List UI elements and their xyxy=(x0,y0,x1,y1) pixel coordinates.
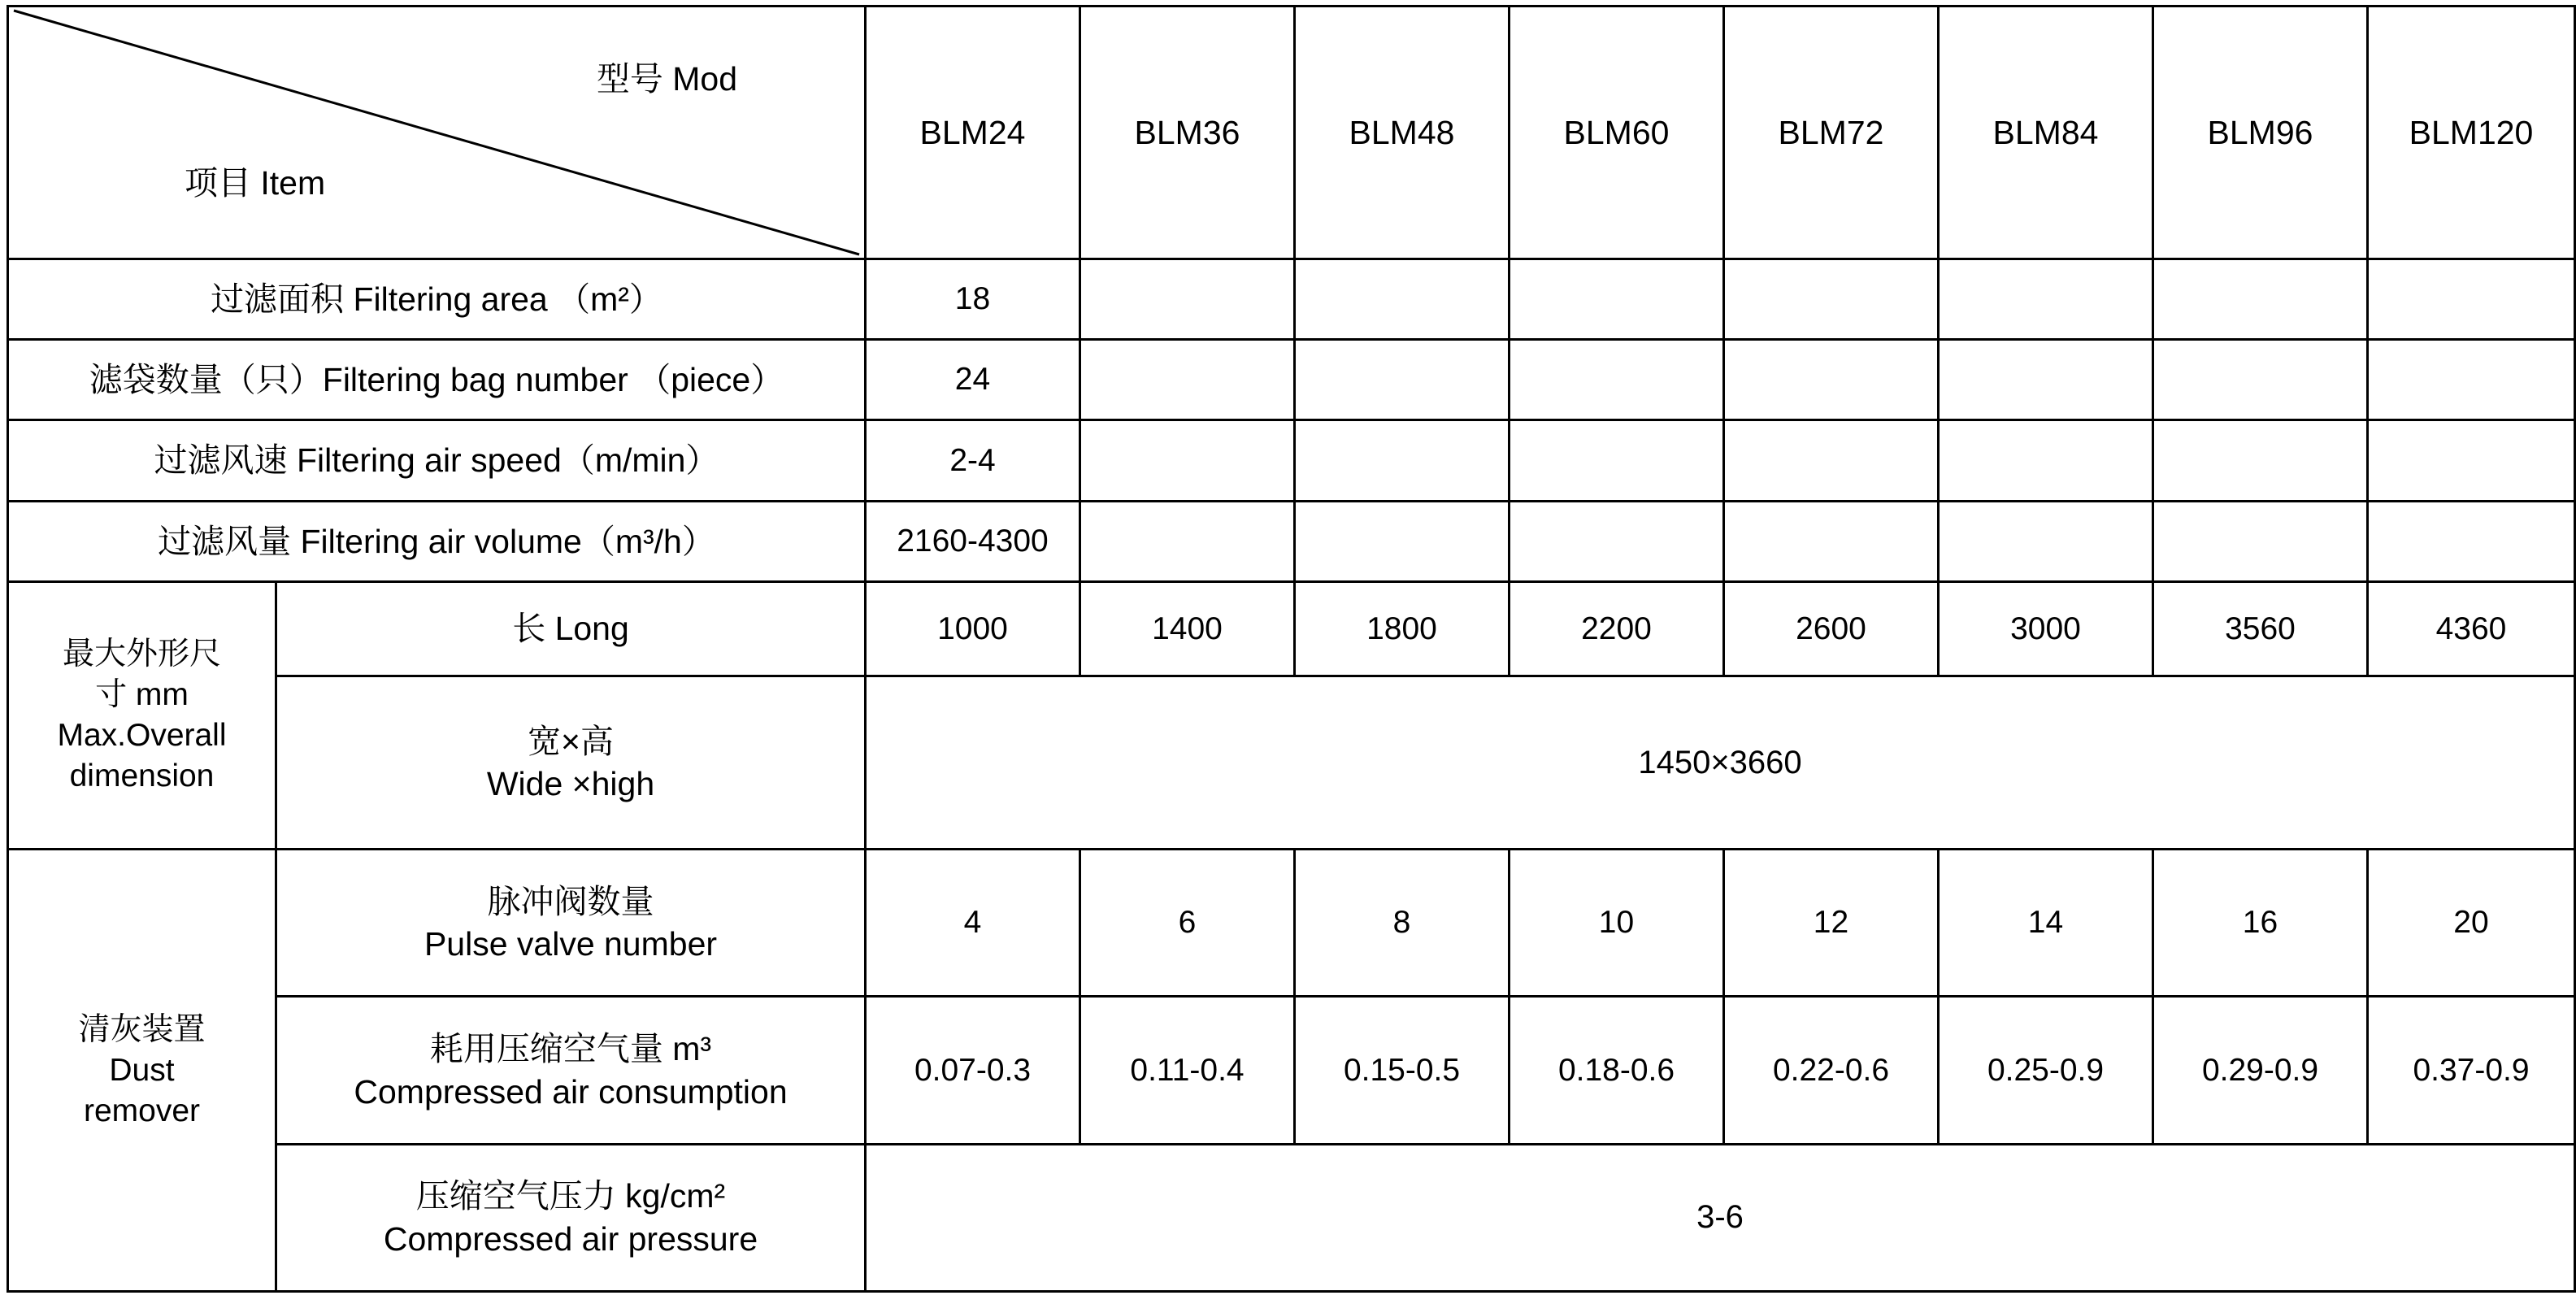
cell-bag-number-blm36 xyxy=(1080,340,1295,420)
cell-bag-number-blm120 xyxy=(2368,340,2575,420)
cell-long-blm96: 3560 xyxy=(2153,581,2368,676)
cell-air-speed-blm72 xyxy=(1724,420,1939,501)
cell-air-consumption-blm96: 0.29-0.9 xyxy=(2153,997,2368,1144)
dust-remover-label-line-1: 清灰装置 xyxy=(78,1011,206,1047)
table-row xyxy=(8,501,2575,581)
cell-long-blm60: 2200 xyxy=(1510,581,1724,676)
row-label-pulse-valve-line-1: 脉冲阀数量 xyxy=(487,882,654,920)
cell-bag-number-blm24: 24 xyxy=(866,340,1080,420)
cell-air-volume-blm84 xyxy=(1939,501,2153,581)
row-label-long: 长 Long xyxy=(276,581,866,676)
model-header-blm24: BLM24 xyxy=(866,7,1080,259)
model-header-blm48: BLM48 xyxy=(1295,7,1510,259)
cell-air-pressure-merged: 3-6 xyxy=(866,1144,2575,1291)
row-label-wide-high xyxy=(276,676,866,850)
model-header-blm84: BLM84 xyxy=(1939,7,2153,259)
cell-pulse-valve-blm24: 4 xyxy=(866,850,1080,997)
cell-air-volume-blm24: 2160-4300 xyxy=(866,501,1080,581)
dust-remover-label-line-2: Dust xyxy=(109,1052,175,1088)
cell-long-blm120: 4360 xyxy=(2368,581,2575,676)
cell-air-volume-blm72 xyxy=(1724,501,1939,581)
row-label-filtering-area: 过滤面积 Filtering area （m²） xyxy=(8,259,866,340)
model-header-blm96: BLM96 xyxy=(2153,7,2368,259)
diagonal-divider-icon xyxy=(14,11,859,254)
cell-air-volume-blm36 xyxy=(1080,501,1295,581)
cell-air-speed-blm120 xyxy=(2368,420,2575,501)
row-label-air-pressure-line-2: Compressed air pressure xyxy=(383,1219,758,1258)
cell-filtering-area-blm60 xyxy=(1510,259,1724,340)
cell-air-speed-blm48 xyxy=(1295,420,1510,501)
row-label-wide-high-line-1: 宽×高 xyxy=(528,722,614,760)
group-label-line-1: 最大外形尺 xyxy=(62,637,221,672)
model-header-blm120: BLM120 xyxy=(2368,7,2575,259)
cell-air-consumption-blm24: 0.07-0.3 xyxy=(866,997,1080,1144)
model-header-blm60: BLM60 xyxy=(1510,7,1724,259)
cell-pulse-valve-blm60: 10 xyxy=(1510,850,1724,997)
table-row xyxy=(8,997,2575,1144)
cell-long-blm24: 1000 xyxy=(866,581,1080,676)
cell-bag-number-blm60 xyxy=(1510,340,1724,420)
cell-filtering-area-blm72 xyxy=(1724,259,1939,340)
cell-filtering-area-blm36 xyxy=(1080,259,1295,340)
cell-air-speed-blm96 xyxy=(2153,420,2368,501)
cell-filtering-area-blm24: 18 xyxy=(866,259,1080,340)
cell-air-volume-blm48 xyxy=(1295,501,1510,581)
cell-pulse-valve-blm72: 12 xyxy=(1724,850,1939,997)
row-label-filtering-bag-number: 滤袋数量（只）Filtering bag number （piece） xyxy=(8,340,866,420)
header-item-label: 项目 Item xyxy=(185,163,326,202)
cell-long-blm84: 3000 xyxy=(1939,581,2153,676)
table-row xyxy=(8,1144,2575,1291)
row-label-pulse-valve-number xyxy=(276,850,866,997)
cell-pulse-valve-blm96: 16 xyxy=(2153,850,2368,997)
cell-air-speed-blm60 xyxy=(1510,420,1724,501)
cell-wide-high-merged: 1450×3660 xyxy=(866,676,2575,850)
cell-pulse-valve-blm84: 14 xyxy=(1939,850,2153,997)
specification-table xyxy=(7,5,2576,1293)
table-row xyxy=(8,420,2575,501)
cell-air-volume-blm96 xyxy=(2153,501,2368,581)
cell-pulse-valve-blm120: 20 xyxy=(2368,850,2575,997)
group-label-line-4: dimension xyxy=(69,758,215,793)
cell-pulse-valve-blm36: 6 xyxy=(1080,850,1295,997)
cell-air-consumption-blm84: 0.25-0.9 xyxy=(1939,997,2153,1144)
table-header-row xyxy=(8,7,2575,259)
cell-air-consumption-blm60: 0.18-0.6 xyxy=(1510,997,1724,1144)
cell-bag-number-blm48 xyxy=(1295,340,1510,420)
cell-air-speed-blm24: 2-4 xyxy=(866,420,1080,501)
row-label-compressed-air-consumption xyxy=(276,997,866,1144)
cell-air-volume-blm60 xyxy=(1510,501,1724,581)
cell-air-speed-blm36 xyxy=(1080,420,1295,501)
header-corner-cell xyxy=(8,7,866,259)
table-row xyxy=(8,259,2575,340)
cell-long-blm36: 1400 xyxy=(1080,581,1295,676)
table-row xyxy=(8,340,2575,420)
cell-air-volume-blm120 xyxy=(2368,501,2575,581)
row-label-wide-high-line-2: Wide ×high xyxy=(486,765,655,803)
model-header-blm72: BLM72 xyxy=(1724,7,1939,259)
cell-long-blm72: 2600 xyxy=(1724,581,1939,676)
table-row xyxy=(8,850,2575,997)
cell-bag-number-blm72 xyxy=(1724,340,1939,420)
cell-air-consumption-blm48: 0.15-0.5 xyxy=(1295,997,1510,1144)
group-label-max-overall-dimension xyxy=(8,581,276,849)
cell-bag-number-blm96 xyxy=(2153,340,2368,420)
group-label-dust-remover xyxy=(8,850,276,1292)
row-label-air-consumption-line-1: 耗用压缩空气量 m³ xyxy=(429,1030,712,1068)
group-label-line-2: 寸 mm xyxy=(95,677,189,713)
row-label-filtering-air-volume: 过滤风量 Filtering air volume（m³/h） xyxy=(8,501,866,581)
dust-remover-label-line-3: remover xyxy=(83,1093,201,1128)
cell-bag-number-blm84 xyxy=(1939,340,2153,420)
group-label-line-3: Max.Overall xyxy=(57,718,227,754)
table-row xyxy=(8,581,2575,676)
cell-filtering-area-blm96 xyxy=(2153,259,2368,340)
cell-filtering-area-blm120 xyxy=(2368,259,2575,340)
row-label-air-pressure-line-1: 压缩空气压力 kg/cm² xyxy=(415,1177,726,1215)
row-label-compressed-air-pressure xyxy=(276,1144,866,1291)
model-header-blm36: BLM36 xyxy=(1080,7,1295,259)
cell-long-blm48: 1800 xyxy=(1295,581,1510,676)
row-label-pulse-valve-line-2: Pulse valve number xyxy=(424,925,718,963)
cell-filtering-area-blm48 xyxy=(1295,259,1510,340)
cell-filtering-area-blm84 xyxy=(1939,259,2153,340)
cell-air-consumption-blm36: 0.11-0.4 xyxy=(1080,997,1295,1144)
cell-pulse-valve-blm48: 8 xyxy=(1295,850,1510,997)
cell-air-consumption-blm72: 0.22-0.6 xyxy=(1724,997,1939,1144)
row-label-filtering-air-speed: 过滤风速 Filtering air speed（m/min） xyxy=(8,420,866,501)
cell-air-speed-blm84 xyxy=(1939,420,2153,501)
row-label-air-consumption-line-2: Compressed air consumption xyxy=(354,1072,788,1111)
cell-air-consumption-blm120: 0.37-0.9 xyxy=(2368,997,2575,1144)
header-model-label: 型号 Mod xyxy=(596,60,737,98)
table-row xyxy=(8,676,2575,850)
